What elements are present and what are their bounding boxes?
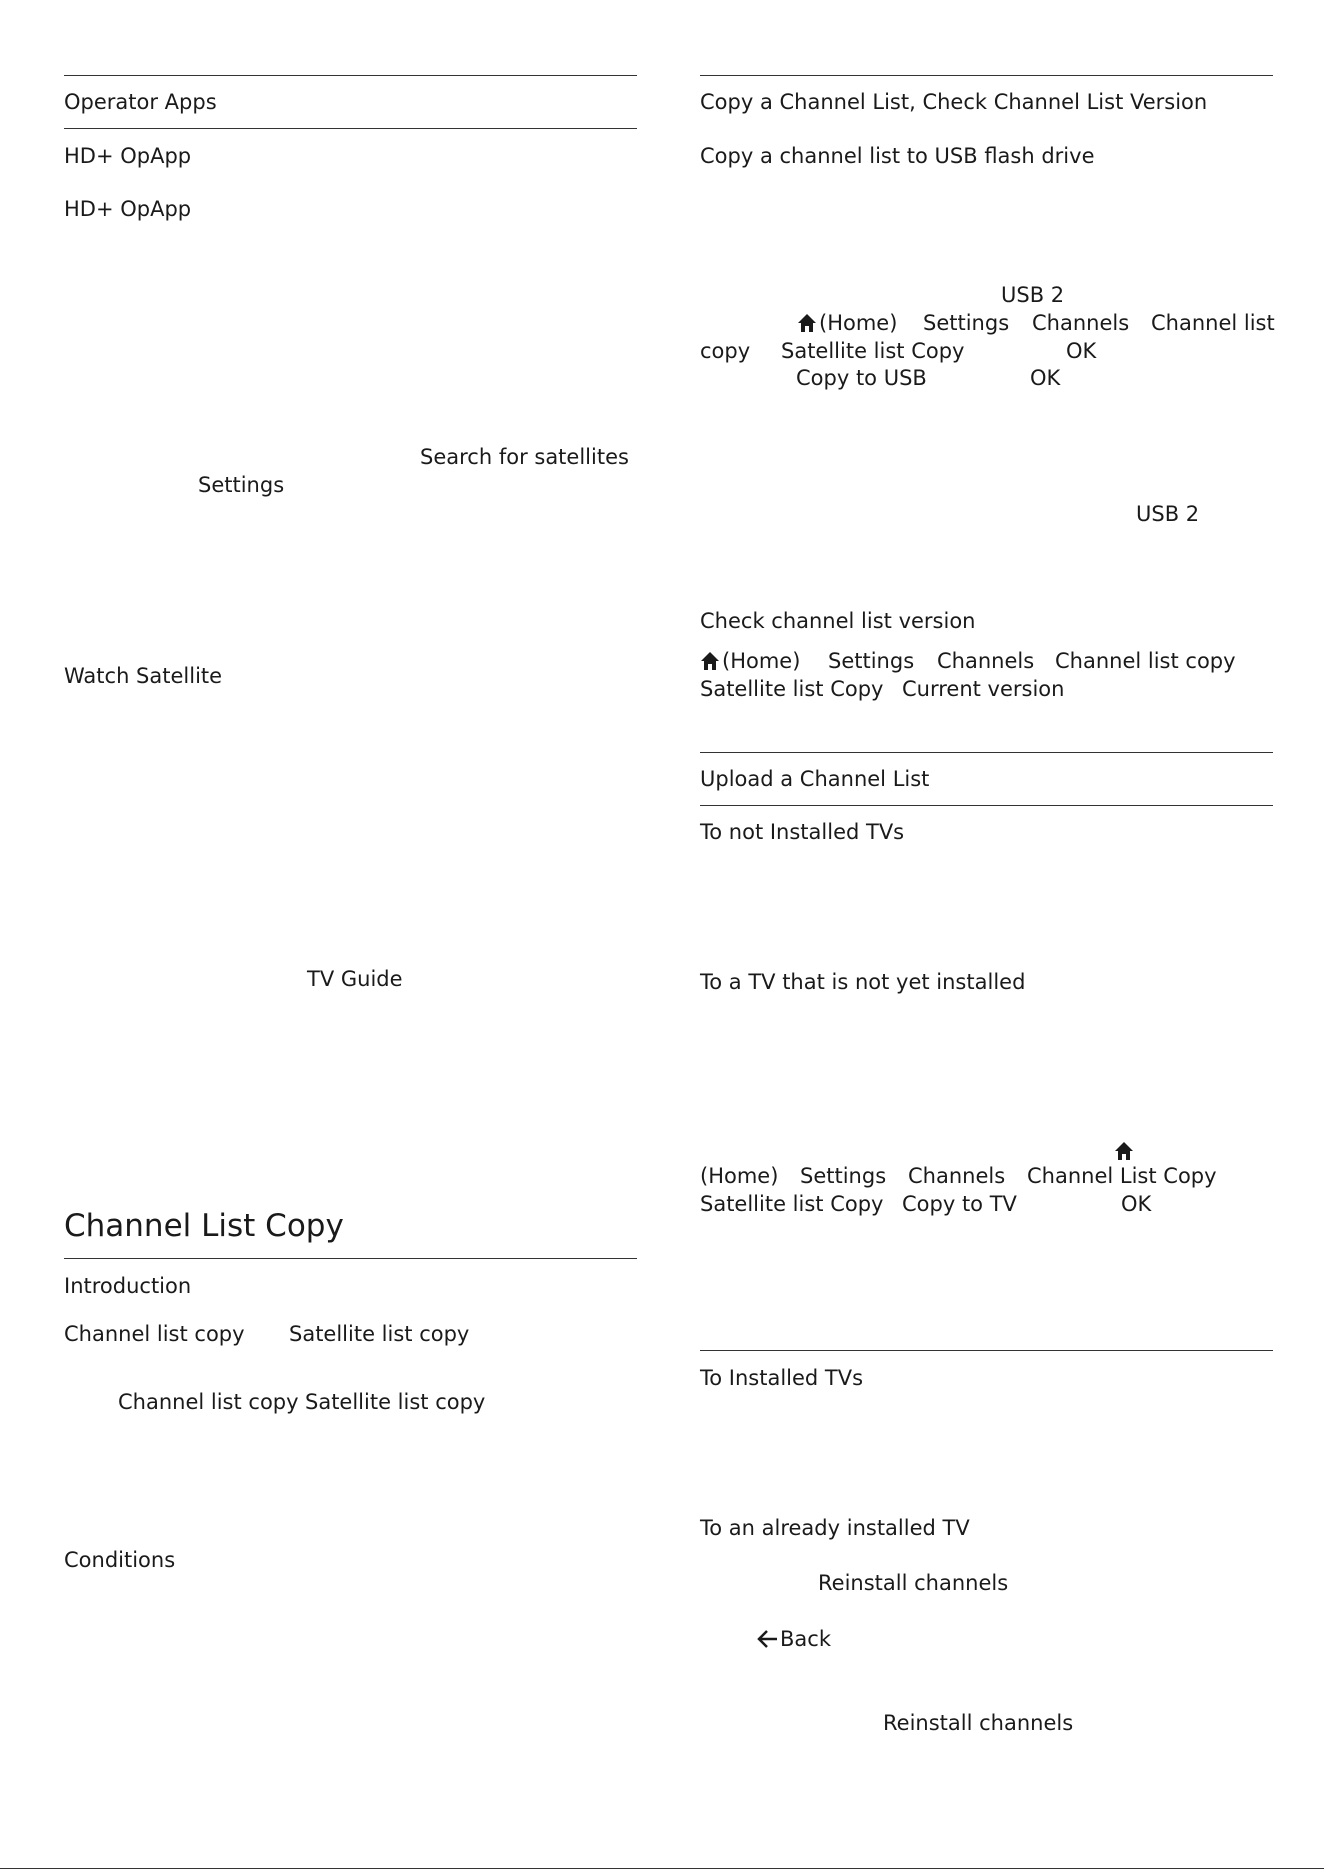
rule-above-installed [700, 1350, 1273, 1351]
label-back: Back [780, 1627, 831, 1651]
label-ok-3: OK [1121, 1192, 1152, 1216]
label-channel-list-copy-3: Channel List Copy [1027, 1164, 1217, 1188]
label-satellite-list-copy-a: Satellite list Copy [781, 339, 965, 363]
label-settings: Settings [198, 473, 285, 497]
label-usb2-b: USB 2 [1136, 502, 1200, 526]
label-home-1: (Home) [819, 311, 898, 335]
rule-above-upload [700, 752, 1273, 753]
label-reinstall-channels-1: Reinstall channels [818, 1571, 1009, 1595]
label-channel-list-copy-2: Channel list copy [118, 1390, 299, 1414]
label-channel-list-copy-2: Channel list copy [1055, 649, 1236, 673]
label-settings-3: Settings [800, 1164, 887, 1188]
label-satellite-list-copy-b: Satellite list Copy [700, 677, 884, 701]
label-ok-1: OK [1066, 339, 1097, 363]
heading-copy-channel-list: Copy a Channel List, Check Channel List Version [700, 90, 1208, 114]
subheading-check-version: Check channel list version [700, 609, 976, 633]
label-copy-to-tv: Copy to TV [902, 1192, 1017, 1216]
label-channels-1: Channels [1032, 311, 1130, 335]
label-copy-to-usb: Copy to USB [796, 366, 927, 390]
label-tv-guide: TV Guide [307, 967, 403, 991]
rule-under-upload [700, 805, 1273, 806]
label-current-version: Current version [902, 677, 1065, 701]
label-channels-2: Channels [937, 649, 1035, 673]
subheading-hd-opapp-2: HD+ OpApp [64, 197, 192, 221]
label-home-3: (Home) [700, 1164, 779, 1188]
label-usb2-a: USB 2 [1001, 283, 1065, 307]
footer-rule [0, 1868, 1324, 1869]
label-channel-list-1: Channel list [1151, 311, 1275, 335]
label-ok-2: OK [1030, 366, 1061, 390]
rule-under-section-title [64, 1258, 637, 1259]
home-path-2 [700, 647, 800, 678]
label-channel-list-copy-1: Channel list copy [64, 1322, 245, 1346]
home-icon [700, 650, 720, 678]
label-reinstall-channels-2: Reinstall channels [883, 1711, 1074, 1735]
home-icon [797, 312, 817, 340]
section-title-channel-list-copy: Channel List Copy [64, 1208, 344, 1244]
rule-under-operator-apps [64, 128, 637, 129]
subheading-watch-satellite: Watch Satellite [64, 664, 223, 688]
subheading-copy-to-usb: Copy a channel list to USB flash drive [700, 144, 1095, 168]
label-copy-1: copy [700, 339, 751, 363]
rule-top-right [700, 75, 1273, 76]
label-satellite-list-copy-2: Satellite list copy [305, 1390, 486, 1414]
heading-upload-channel-list: Upload a Channel List [700, 767, 930, 791]
rule-top-left [64, 75, 637, 76]
label-satellite-list-copy-c: Satellite list Copy [700, 1192, 884, 1216]
heading-operator-apps: Operator Apps [64, 90, 217, 114]
back-arrow-icon [756, 1628, 778, 1656]
label-settings-1: Settings [923, 311, 1010, 335]
label-settings-2: Settings [828, 649, 915, 673]
subheading-to-not-yet-installed: To a TV that is not yet installed [700, 970, 1026, 994]
subheading-to-already-installed: To an already installed TV [700, 1516, 970, 1540]
label-search-for-satellites: Search for satellites [420, 445, 629, 469]
subheading-conditions: Conditions [64, 1548, 176, 1572]
subheading-hd-opapp-1: HD+ OpApp [64, 144, 192, 168]
label-satellite-list-copy-1: Satellite list copy [289, 1322, 470, 1346]
subheading-introduction: Introduction [64, 1274, 192, 1298]
back-label-wrap [756, 1625, 831, 1656]
label-home-2: (Home) [722, 649, 801, 673]
subheading-to-installed: To Installed TVs [700, 1366, 864, 1390]
subheading-to-not-installed: To not Installed TVs [700, 820, 905, 844]
home-path-1 [797, 309, 897, 340]
label-channels-3: Channels [908, 1164, 1006, 1188]
